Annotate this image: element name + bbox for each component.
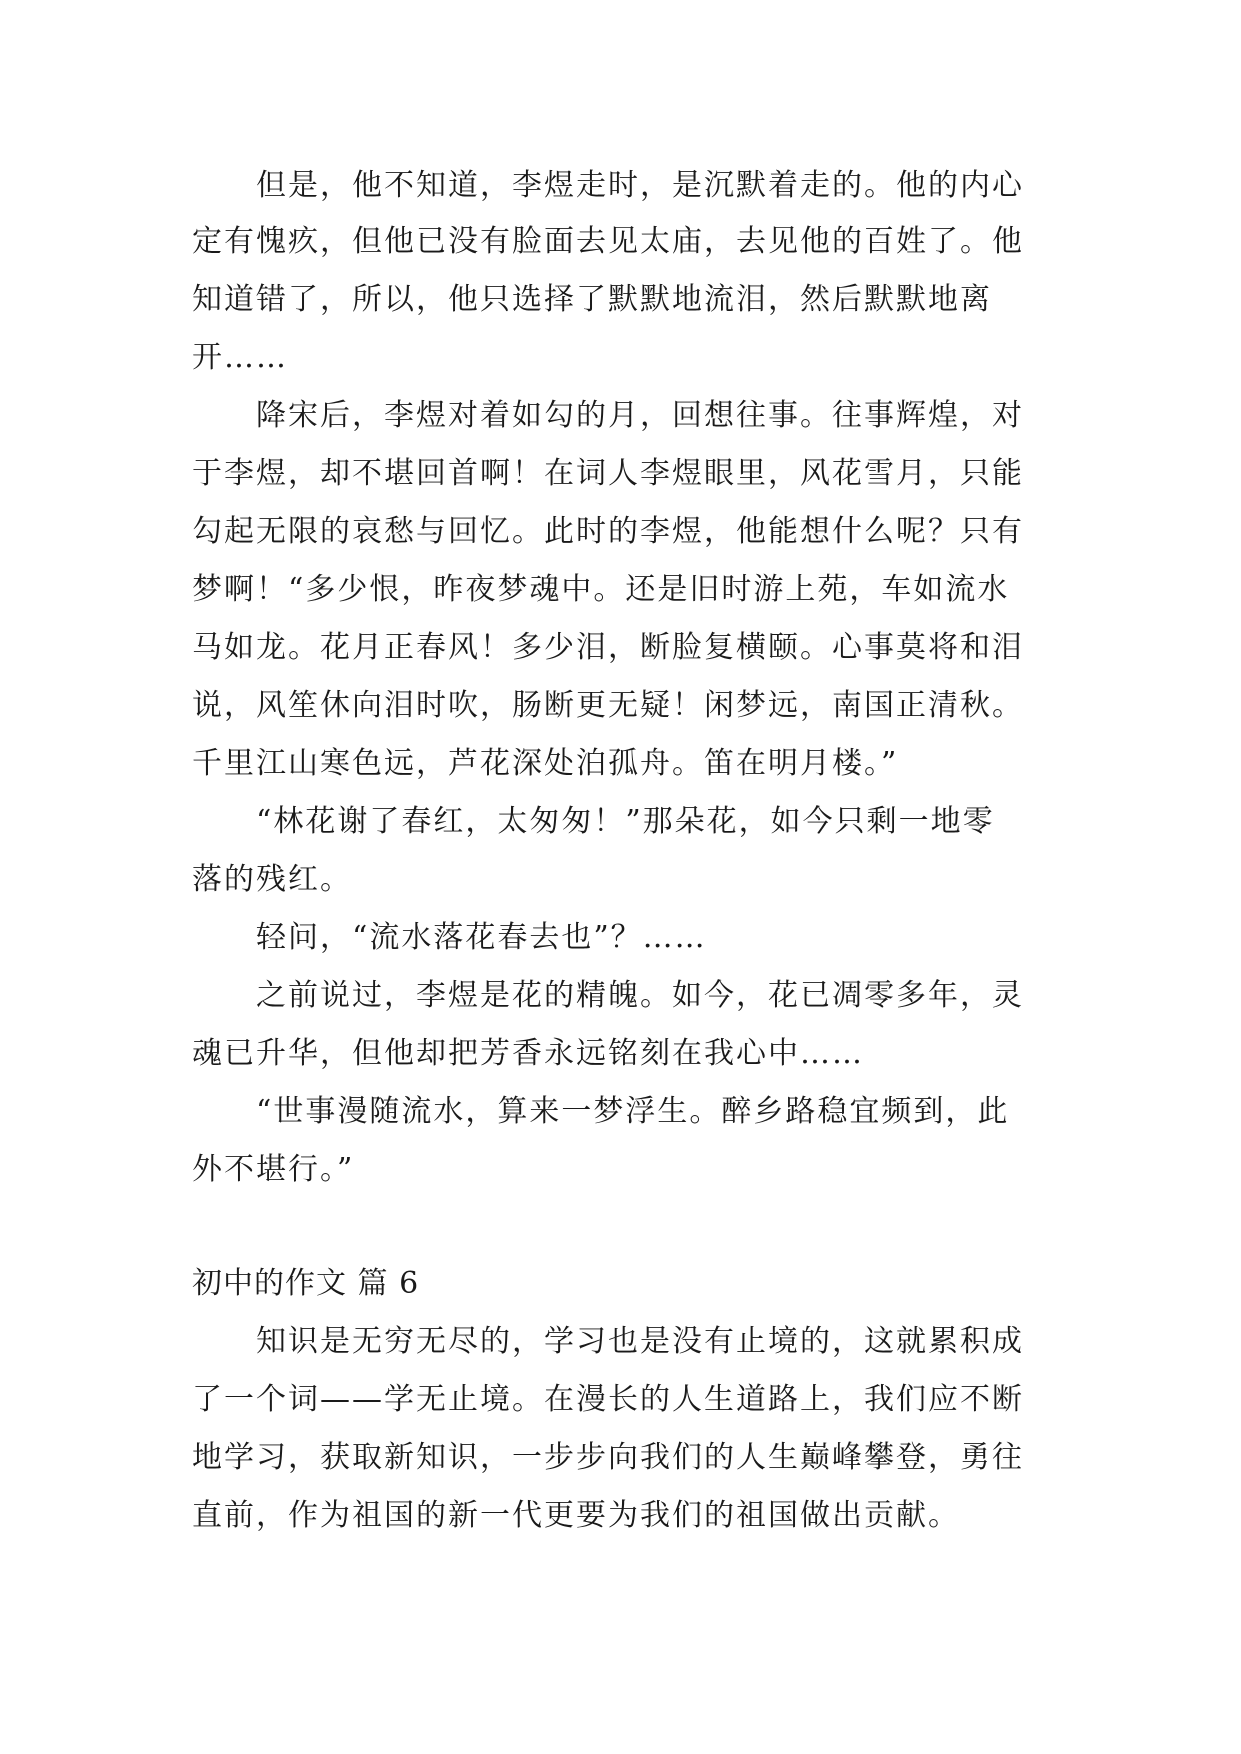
text-line: “林花谢了春红，太匆匆！”那朵花，如今只剩一地零 — [256, 804, 995, 839]
text-line: 了一个词——学无止境。在漫长的人生道路上，我们应不断 — [192, 1382, 1024, 1417]
text-line: 勾起无限的哀愁与回忆。此时的李煜，他能想什么呢？只有 — [192, 514, 1024, 549]
text-line: 开…… — [192, 340, 288, 375]
text-line: 之前说过，李煜是花的精魄。如今，花已凋零多年，灵 — [256, 978, 1024, 1013]
text-line: 轻问，“流水落花春去也”？…… — [256, 920, 707, 955]
text-line: 于李煜，却不堪回首啊！在词人李煜眼里，风花雪月，只能 — [192, 456, 1024, 491]
text-line: 定有愧疚，但他已没有脸面去见太庙，去见他的百姓了。他 — [192, 224, 1024, 259]
text-line: 魂已升华，但他却把芳香永远铭刻在我心中…… — [192, 1036, 864, 1071]
text-line: 知识是无穷无尽的，学习也是没有止境的，这就累积成 — [256, 1324, 1024, 1359]
text-line: 千里江山寒色远，芦花深处泊孤舟。笛在明月楼。” — [192, 746, 899, 781]
text-line: 地学习，获取新知识，一步步向我们的人生巅峰攀登，勇往 — [192, 1440, 1024, 1475]
text-line: 降宋后，李煜对着如勾的月，回想往事。往事辉煌，对 — [256, 398, 1024, 433]
text-line: “世事漫随流水，算来一梦浮生。醉乡路稳宜频到，此 — [256, 1094, 1010, 1129]
text-line: 梦啊！“多少恨，昨夜梦魂中。还是旧时游上苑，车如流水 — [192, 572, 1010, 607]
section-heading: 初中的作文 篇 6 — [192, 1266, 420, 1301]
text-line: 外不堪行。” — [192, 1152, 355, 1187]
text-line: 马如龙。花月正春风！多少泪，断脸复横颐。心事莫将和泪 — [192, 630, 1024, 665]
text-line: 直前，作为祖国的新一代更要为我们的祖国做出贡献。 — [192, 1498, 960, 1533]
text-line: 但是，他不知道，李煜走时，是沉默着走的。他的内心 — [256, 168, 1024, 203]
text-line: 知道错了，所以，他只选择了默默地流泪，然后默默地离 — [192, 282, 992, 317]
text-line: 落的残红。 — [192, 862, 352, 897]
text-line: 说，风笙休向泪时吹，肠断更无疑！闲梦远，南国正清秋。 — [192, 688, 1024, 723]
